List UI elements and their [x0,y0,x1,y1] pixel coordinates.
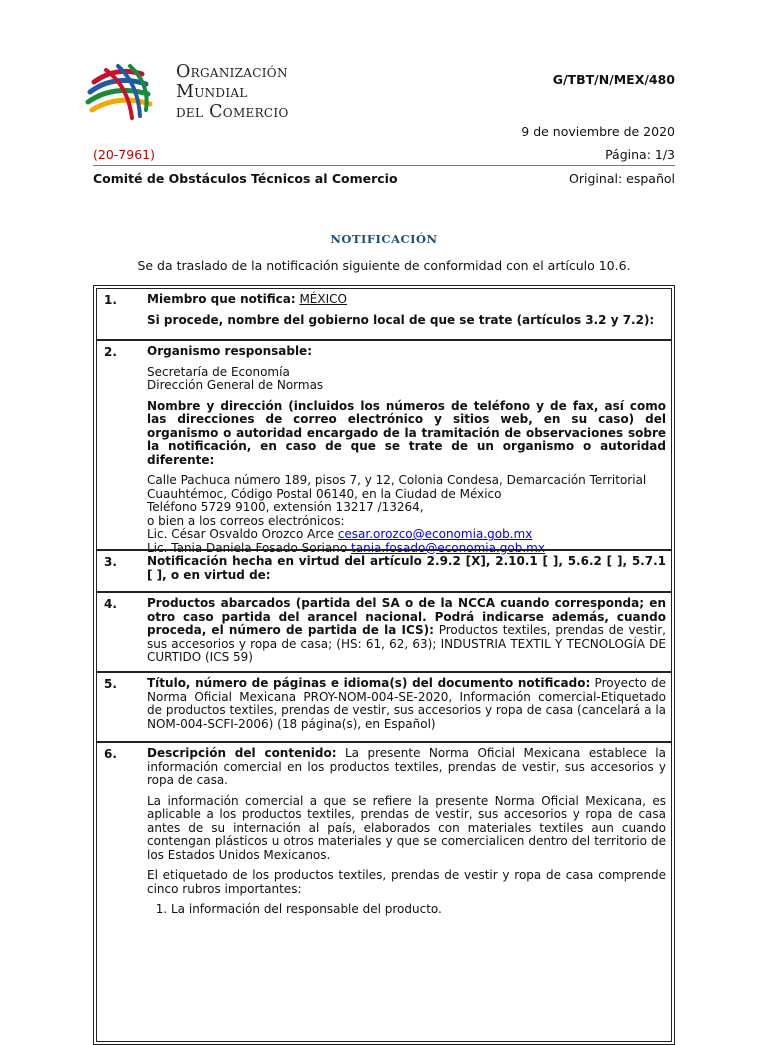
intro-text: Se da traslado de la notificación siguiente de conformidad con el artículo 10.6. [137,258,631,273]
notification-article-text: Notificación hecha en virtud del artículo 2.9.2 [X], 2.10.1 [ ], 5.6.2 [ ], 5.7.1 [ ], o en virtud de: [147,554,666,582]
table-row-2 [96,340,672,555]
document-title-value: Proyecto de Norma Oficial Mexicana PROY-NOM-004-SE-2020, Información comercial-Etiquetado de productos textiles, prendas de vestir, sus accesorios y ropa de casa (cancelará a la NOM-004-SCFI-2006) (18 página(s), en Español) [147,676,666,731]
row-number: 3. [104,555,117,569]
row-number: 6. [104,747,117,761]
contact-1-email-link[interactable]: cesar.orozco@economia.gob.mx [337,527,533,541]
table-row-4 [96,592,672,672]
organization-name [176,62,289,122]
agency-line-1: Secretaría de Economía [147,364,290,379]
row-number: 1. [104,293,117,307]
contact-2-email-link[interactable]: tania.fosado@economia.gob.mx [351,540,545,555]
table-row-5 [96,672,672,742]
row-content [147,747,666,917]
document-date: 9 de noviembre de 2020 [521,124,675,139]
list-item: 1. La información del responsable del producto. [171,903,666,917]
content-description-p3: El etiquetado de los productos textiles, prendas de vestir y ropa de casa comprende cinco rubros importantes: [147,868,666,896]
address-line-2: Cuauhtémoc, Código Postal 06140, en la Ciudad de México [147,486,502,501]
notifying-member-label: Miembro que notifica: [147,292,296,306]
notifying-member-value: MÉXICO [299,292,347,306]
document-symbol: G/TBT/N/MEX/480 [552,72,675,87]
org-line-1: Organización [176,62,288,82]
contact-1-name: Lic. César Osvaldo Orozco Arce [147,527,334,541]
content-description-p2: La información comercial a que se refiere la presente Norma Oficial Mexicana, es aplicable a los productos textiles, prendas de vestir, sus accesorios y ropa de casa antes de su internación al país, elaborados con materiales textiles aun cuando contengan plásticos u otros materiales y que se comercialicen dentro del territorio de los Estados Unidos Mexicanos. [147,793,666,862]
agency-line-2: Dirección General de Normas [147,378,324,392]
page-title: NOTIFICACIÓN [330,232,438,246]
contact-2-name: Lic. Tania Daniela Fosado Soriano [147,540,348,555]
row-number: 5. [104,677,117,691]
products-covered-label: Productos abarcados (partida del SA o de la NCCA cuando corresponda; en otro caso partida del arancel nacional. Podrá indicarse además, cuando proceda, el número de partida de la ICS): [147,596,666,637]
row-content [147,345,666,562]
committee-name: Comité de Obstáculos Técnicos al Comercio [93,171,398,186]
table-row-1 [96,288,672,340]
products-covered-value: Productos textiles, prendas de vestir, sus accesorios y ropa de casa; (HS: 61, 62, 63); INDUSTRIA TEXTIL Y TECNOLOGÍA DE CURTIDO (ICS 59) [147,623,666,664]
document-title-label: Título, número de páginas e idioma(s) del documento notificado: [147,676,591,690]
table-row-6 [96,742,672,1042]
page-indicator: Página: 1/3 [605,147,675,162]
address-line-3: Teléfono 5729 9100, extensión 13217 /13264, [147,500,424,514]
row-number: 2. [104,345,117,359]
row-content [147,677,666,738]
org-line-2: Mundial [176,82,248,102]
row-content [147,555,666,589]
row-content [147,597,666,672]
document-number: (20-7961) [93,147,155,162]
table-row-3 [96,550,672,592]
row-number: 4. [104,597,117,611]
address-label: Nombre y dirección (incluidos los números de teléfono y de fax, así como las direcciones de correo electrónico y sitios web, en su caso) del organismo o autoridad encargado de la tramitación de observaciones sobre la notificación, en caso de que se trate de un organismo o autoridad diferente: [147,398,666,467]
org-line-3: del Comercio [176,102,289,122]
address-line-4: o bien a los correos electrónicos: [147,513,345,528]
row-content [147,293,666,334]
wto-logo-icon [84,58,164,128]
content-description-label: Descripción del contenido: [147,746,337,760]
original-language: Original: español [569,171,675,186]
address-line-1: Calle Pachuca número 189, pisos 7, y 12, Colonia Condesa, Demarcación Territorial [147,473,647,487]
labeling-items-list [147,903,666,917]
responsible-agency-label: Organismo responsable: [147,344,312,358]
local-government-label: Si procede, nombre del gobierno local de que se trate (artículos 3.2 y 7.2): [147,312,655,327]
content-description-p1: La presente Norma Oficial Mexicana establece la información comercial en los productos textiles, prendas de vestir, sus accesorios y ropa de casa. [147,746,666,787]
header-divider [93,165,675,166]
